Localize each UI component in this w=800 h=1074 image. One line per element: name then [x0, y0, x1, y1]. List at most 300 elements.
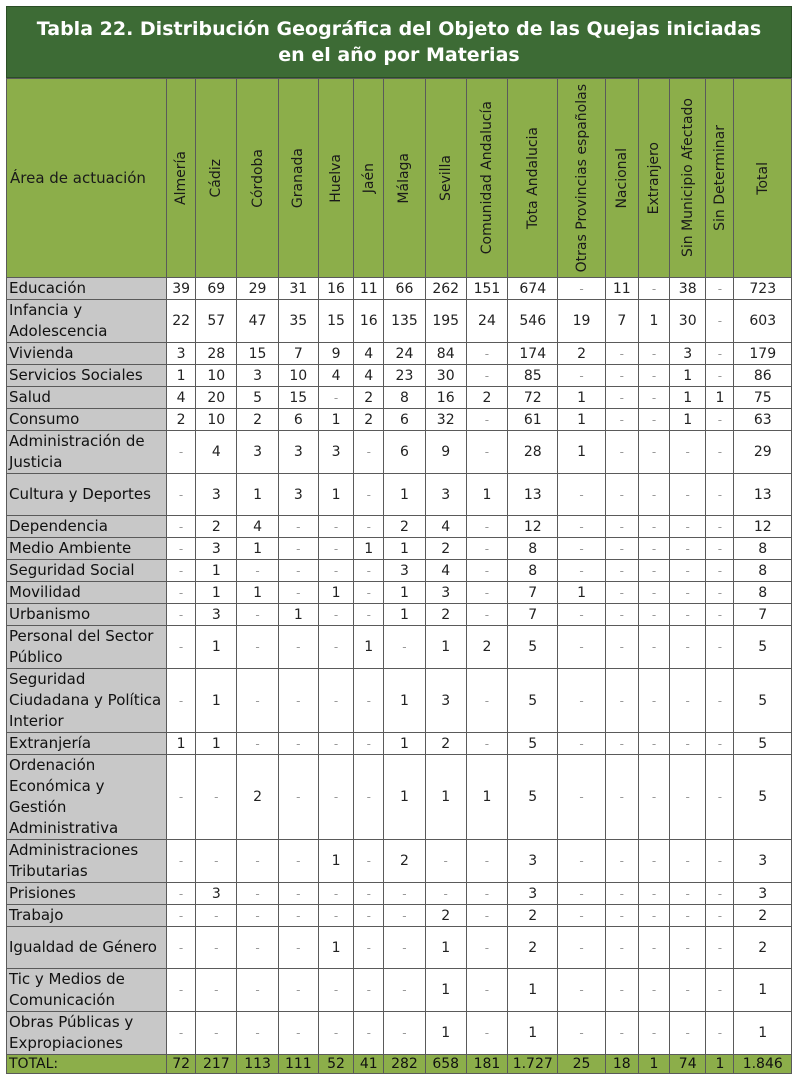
header-col — [196, 79, 237, 278]
table-row — [7, 516, 792, 538]
table-cell: 2 — [466, 387, 507, 409]
table-cell: - — [167, 582, 196, 604]
header-col-label: Jaén — [360, 162, 377, 194]
table-cell: 7 — [508, 582, 558, 604]
table-cell: - — [466, 604, 507, 626]
table-cell: 195 — [425, 300, 466, 343]
table-cell: - — [167, 626, 196, 669]
table-cell: 1 — [318, 474, 353, 516]
table-cell: - — [605, 343, 638, 365]
table-cell: 2 — [167, 409, 196, 431]
table-cell: - — [354, 755, 384, 840]
table-cell: - — [237, 626, 278, 669]
table-row — [7, 840, 792, 883]
header-col — [706, 79, 734, 278]
table-row — [7, 733, 792, 755]
table-cell: 1 — [354, 626, 384, 669]
table-cell: - — [706, 278, 734, 300]
table-cell: 2 — [425, 538, 466, 560]
table-cell: - — [558, 626, 605, 669]
table-cell: - — [605, 840, 638, 883]
header-col — [384, 79, 425, 278]
table-cell: - — [558, 969, 605, 1012]
table-cell: 151 — [466, 278, 507, 300]
table-cell: - — [670, 560, 706, 582]
table-cell: - — [354, 883, 384, 905]
table-cell: - — [167, 431, 196, 474]
table-cell: - — [706, 669, 734, 733]
table-cell: 5 — [508, 626, 558, 669]
table-cell: - — [237, 669, 278, 733]
header-col — [167, 79, 196, 278]
header-col-label: Málaga — [396, 152, 413, 204]
table-cell: 63 — [734, 409, 792, 431]
table-cell: - — [354, 604, 384, 626]
table-cell: - — [237, 905, 278, 927]
total-cell: 111 — [278, 1055, 318, 1074]
table-cell: - — [605, 387, 638, 409]
table-cell: 8 — [734, 538, 792, 560]
table-row — [7, 969, 792, 1012]
header-col — [318, 79, 353, 278]
table-cell: 5 — [734, 733, 792, 755]
table-cell: - — [605, 365, 638, 387]
table-cell: 29 — [734, 431, 792, 474]
table-cell: - — [558, 883, 605, 905]
table-cell: 15 — [278, 387, 318, 409]
table-cell: - — [605, 905, 638, 927]
table-cell: - — [354, 733, 384, 755]
table-cell: - — [670, 927, 706, 969]
table-cell: - — [354, 431, 384, 474]
header-col-label: Total — [754, 161, 771, 195]
table-cell: - — [638, 387, 669, 409]
table-cell: - — [318, 1012, 353, 1055]
total-cell: 217 — [196, 1055, 237, 1074]
table-cell: - — [384, 969, 425, 1012]
table-cell: - — [196, 969, 237, 1012]
table-cell: 3 — [237, 365, 278, 387]
table-cell: - — [237, 1012, 278, 1055]
table-cell: - — [237, 969, 278, 1012]
table-cell: 3 — [425, 474, 466, 516]
table-cell: - — [670, 669, 706, 733]
data-table — [6, 78, 792, 1074]
table-cell: 5 — [508, 669, 558, 733]
table-row — [7, 431, 792, 474]
table-cell: 2 — [508, 927, 558, 969]
table-cell: 7 — [734, 604, 792, 626]
table-cell: 32 — [425, 409, 466, 431]
table-cell: - — [558, 905, 605, 927]
table-cell: - — [278, 669, 318, 733]
table-cell: 5 — [508, 755, 558, 840]
table-cell: - — [354, 560, 384, 582]
table-cell: - — [278, 969, 318, 1012]
table-row — [7, 343, 792, 365]
table-cell: - — [167, 669, 196, 733]
table-cell: - — [638, 278, 669, 300]
table-cell: - — [466, 343, 507, 365]
table-cell: - — [167, 1012, 196, 1055]
header-col-label: Sin Determinar — [711, 125, 728, 231]
table-cell: 8 — [508, 538, 558, 560]
table-cell: - — [638, 840, 669, 883]
table-cell: 1 — [384, 474, 425, 516]
table-cell: 1 — [558, 387, 605, 409]
table-cell: 1 — [425, 626, 466, 669]
table-cell: - — [354, 474, 384, 516]
table-cell: - — [167, 927, 196, 969]
table-cell: - — [167, 969, 196, 1012]
table-cell: - — [318, 969, 353, 1012]
header-col-label: Sevilla — [437, 154, 454, 202]
table-cell: - — [706, 755, 734, 840]
table-cell: 3 — [734, 883, 792, 905]
total-cell: 113 — [237, 1055, 278, 1074]
table-cell: 1 — [167, 365, 196, 387]
header-col-label: Huelva — [328, 153, 345, 203]
table-row — [7, 300, 792, 343]
table-cell: - — [558, 278, 605, 300]
table-cell: - — [605, 733, 638, 755]
row-area: Movilidad — [7, 582, 167, 604]
table-cell: - — [670, 474, 706, 516]
table-cell: - — [605, 927, 638, 969]
table-cell: 8 — [384, 387, 425, 409]
table-cell: 2 — [508, 905, 558, 927]
table-cell: - — [558, 474, 605, 516]
table-cell: - — [670, 1012, 706, 1055]
table-cell: - — [167, 604, 196, 626]
table-cell: 84 — [425, 343, 466, 365]
table-cell: - — [638, 365, 669, 387]
row-area: Vivienda — [7, 343, 167, 365]
table-cell: 57 — [196, 300, 237, 343]
table-cell: 3 — [196, 604, 237, 626]
table-cell: - — [318, 883, 353, 905]
table-cell: - — [384, 927, 425, 969]
table-cell: - — [278, 733, 318, 755]
table-cell: - — [706, 969, 734, 1012]
table-cell: - — [558, 669, 605, 733]
table-cell: 1 — [558, 409, 605, 431]
table-cell: 174 — [508, 343, 558, 365]
row-area: Administración de Justicia — [7, 431, 167, 474]
table-cell: - — [354, 516, 384, 538]
table-cell: 1 — [196, 626, 237, 669]
table-row — [7, 604, 792, 626]
table-cell: 5 — [734, 669, 792, 733]
table-cell: - — [278, 927, 318, 969]
table-cell: - — [670, 626, 706, 669]
table-row — [7, 278, 792, 300]
table-cell: - — [638, 927, 669, 969]
table-cell: 22 — [167, 300, 196, 343]
table-cell: 3 — [237, 431, 278, 474]
table-cell: 85 — [508, 365, 558, 387]
table-cell: 2 — [466, 626, 507, 669]
table-cell: - — [605, 409, 638, 431]
row-area: Seguridad Ciudadana y Política Interior — [7, 669, 167, 733]
table-cell: 47 — [237, 300, 278, 343]
table-cell: 2 — [196, 516, 237, 538]
table-cell: 2 — [237, 409, 278, 431]
table-cell: 1 — [318, 840, 353, 883]
table-cell: - — [384, 626, 425, 669]
table-cell: - — [706, 582, 734, 604]
table-cell: 1 — [384, 538, 425, 560]
table-cell: - — [354, 582, 384, 604]
table-cell: 1 — [670, 387, 706, 409]
table-cell: - — [638, 969, 669, 1012]
total-label: TOTAL: — [7, 1055, 167, 1074]
table-cell: - — [558, 604, 605, 626]
table-row — [7, 669, 792, 733]
table-cell: - — [278, 755, 318, 840]
table-cell: - — [558, 560, 605, 582]
table-cell: - — [670, 538, 706, 560]
table-cell: 1 — [384, 604, 425, 626]
table-cell: - — [638, 538, 669, 560]
table-cell: - — [354, 905, 384, 927]
table-cell: - — [638, 755, 669, 840]
table-cell: - — [278, 626, 318, 669]
row-area: Dependencia — [7, 516, 167, 538]
table-cell: - — [558, 927, 605, 969]
table-cell: - — [638, 409, 669, 431]
table-cell: - — [638, 560, 669, 582]
table-cell: - — [670, 883, 706, 905]
table-cell: 75 — [734, 387, 792, 409]
table-cell: - — [605, 582, 638, 604]
table-cell: 2 — [354, 409, 384, 431]
table-title — [6, 6, 792, 78]
table-cell: 66 — [384, 278, 425, 300]
table-cell: - — [237, 733, 278, 755]
table-cell: 1 — [466, 474, 507, 516]
table-cell: - — [638, 516, 669, 538]
table-cell: 4 — [318, 365, 353, 387]
table-cell: - — [670, 733, 706, 755]
table-cell: - — [384, 1012, 425, 1055]
header-col — [354, 79, 384, 278]
table-cell: - — [237, 604, 278, 626]
total-cell: 282 — [384, 1055, 425, 1074]
table-cell: - — [558, 755, 605, 840]
row-area: Servicios Sociales — [7, 365, 167, 387]
header-col — [638, 79, 669, 278]
table-cell: 29 — [237, 278, 278, 300]
table-cell: - — [278, 883, 318, 905]
table-cell: 723 — [734, 278, 792, 300]
header-col — [670, 79, 706, 278]
table-cell: - — [318, 755, 353, 840]
table-cell: - — [605, 516, 638, 538]
table-cell: - — [706, 883, 734, 905]
table-cell: 1 — [354, 538, 384, 560]
total-cell: 1 — [706, 1055, 734, 1074]
table-cell: - — [354, 1012, 384, 1055]
table-cell: - — [706, 604, 734, 626]
header-col-label: Nacional — [613, 147, 630, 209]
table-cell: 4 — [167, 387, 196, 409]
table-cell: 16 — [425, 387, 466, 409]
table-cell: - — [605, 431, 638, 474]
table-cell: 3 — [167, 343, 196, 365]
table-cell: - — [706, 409, 734, 431]
table-cell: 1 — [278, 604, 318, 626]
table-cell: 20 — [196, 387, 237, 409]
table-cell: 31 — [278, 278, 318, 300]
table-cell: 6 — [384, 409, 425, 431]
table-cell: 8 — [734, 560, 792, 582]
table-cell: - — [670, 582, 706, 604]
table-cell: 69 — [196, 278, 237, 300]
table-cell: 2 — [734, 927, 792, 969]
table-cell: 3 — [508, 840, 558, 883]
row-area: Consumo — [7, 409, 167, 431]
table-cell: - — [354, 969, 384, 1012]
table-cell: - — [278, 560, 318, 582]
total-cell: 41 — [354, 1055, 384, 1074]
table-cell: - — [638, 733, 669, 755]
table-cell: 4 — [425, 560, 466, 582]
table-cell: - — [638, 431, 669, 474]
total-cell: 658 — [425, 1055, 466, 1074]
table-cell: - — [706, 431, 734, 474]
table-cell: - — [466, 969, 507, 1012]
table-cell: 1 — [318, 409, 353, 431]
table-cell: 35 — [278, 300, 318, 343]
table-cell: 9 — [318, 343, 353, 365]
table-cell: 1 — [670, 365, 706, 387]
table-cell: - — [670, 604, 706, 626]
table-cell: - — [278, 905, 318, 927]
header-col-label: Otras Provincias españolas — [573, 83, 590, 273]
table-cell: 15 — [318, 300, 353, 343]
table-cell: - — [605, 755, 638, 840]
table-cell: 1 — [318, 927, 353, 969]
table-cell: 1 — [734, 1012, 792, 1055]
table-cell: 4 — [196, 431, 237, 474]
table-row — [7, 582, 792, 604]
table-cell: 1 — [237, 538, 278, 560]
row-area: Ordenación Económica y Gestión Administrativa — [7, 755, 167, 840]
table-cell: - — [167, 755, 196, 840]
table-cell: - — [706, 1012, 734, 1055]
table-cell: - — [466, 1012, 507, 1055]
table-cell: 86 — [734, 365, 792, 387]
table-cell: 30 — [670, 300, 706, 343]
row-area: Urbanismo — [7, 604, 167, 626]
header-col — [558, 79, 605, 278]
table-cell: - — [638, 604, 669, 626]
table-row — [7, 474, 792, 516]
table-cell: 6 — [384, 431, 425, 474]
table-cell: - — [384, 883, 425, 905]
table-cell: 1 — [196, 582, 237, 604]
table-cell: 5 — [734, 755, 792, 840]
table-cell: - — [318, 733, 353, 755]
table-cell: - — [605, 626, 638, 669]
table-cell: - — [167, 516, 196, 538]
table-cell: - — [278, 840, 318, 883]
table-cell: - — [354, 840, 384, 883]
title-line-2: en el año por Materias — [278, 44, 520, 66]
table-cell: 3 — [425, 669, 466, 733]
table-cell: 3 — [384, 560, 425, 582]
table-cell: - — [638, 626, 669, 669]
total-cell: 1 — [638, 1055, 669, 1074]
table-cell: - — [706, 905, 734, 927]
table-cell: - — [706, 300, 734, 343]
table-cell: - — [466, 365, 507, 387]
table-cell: 1 — [466, 755, 507, 840]
table-cell: 3 — [278, 474, 318, 516]
table-cell: 11 — [605, 278, 638, 300]
table-cell: - — [354, 927, 384, 969]
table-cell: - — [318, 905, 353, 927]
table-cell: 4 — [425, 516, 466, 538]
table-cell: - — [167, 883, 196, 905]
table-cell: - — [558, 538, 605, 560]
table-cell: 10 — [278, 365, 318, 387]
table-cell: 3 — [318, 431, 353, 474]
table-cell: - — [605, 969, 638, 1012]
table-cell: - — [167, 560, 196, 582]
row-area: Administraciones Tributarias — [7, 840, 167, 883]
table-cell: - — [278, 582, 318, 604]
table-row — [7, 755, 792, 840]
table-cell: 30 — [425, 365, 466, 387]
header-col-label: Almería — [173, 151, 190, 205]
table-cell: - — [237, 840, 278, 883]
row-area: Infancia y Adolescencia — [7, 300, 167, 343]
title-line-1: Tabla 22. Distribución Geográfica del Objeto de las Quejas iniciadas — [36, 18, 762, 40]
table-row — [7, 387, 792, 409]
table-row — [7, 883, 792, 905]
table-cell: - — [318, 516, 353, 538]
table-cell: - — [558, 840, 605, 883]
table-cell: 28 — [196, 343, 237, 365]
table-cell: 10 — [196, 365, 237, 387]
row-area: Obras Públicas y Expropiaciones — [7, 1012, 167, 1055]
table-cell: - — [706, 516, 734, 538]
table-cell: 1 — [558, 582, 605, 604]
table-cell: - — [318, 387, 353, 409]
table-cell: - — [638, 582, 669, 604]
table-cell: - — [466, 560, 507, 582]
header-col-label: Comunidad Andalucía — [478, 101, 495, 255]
total-cell: 52 — [318, 1055, 353, 1074]
table-cell: - — [466, 582, 507, 604]
table-cell: - — [278, 516, 318, 538]
table-cell: - — [466, 927, 507, 969]
table-cell: - — [318, 604, 353, 626]
table-cell: - — [706, 474, 734, 516]
table-cell: 1 — [425, 969, 466, 1012]
table-cell: - — [318, 560, 353, 582]
table-cell: - — [167, 905, 196, 927]
table-cell: 13 — [734, 474, 792, 516]
table-cell: - — [278, 1012, 318, 1055]
table-cell: 7 — [278, 343, 318, 365]
header-col — [605, 79, 638, 278]
header-col-label: Cádiz — [208, 158, 225, 198]
table-cell: 38 — [670, 278, 706, 300]
header-row — [7, 79, 792, 278]
